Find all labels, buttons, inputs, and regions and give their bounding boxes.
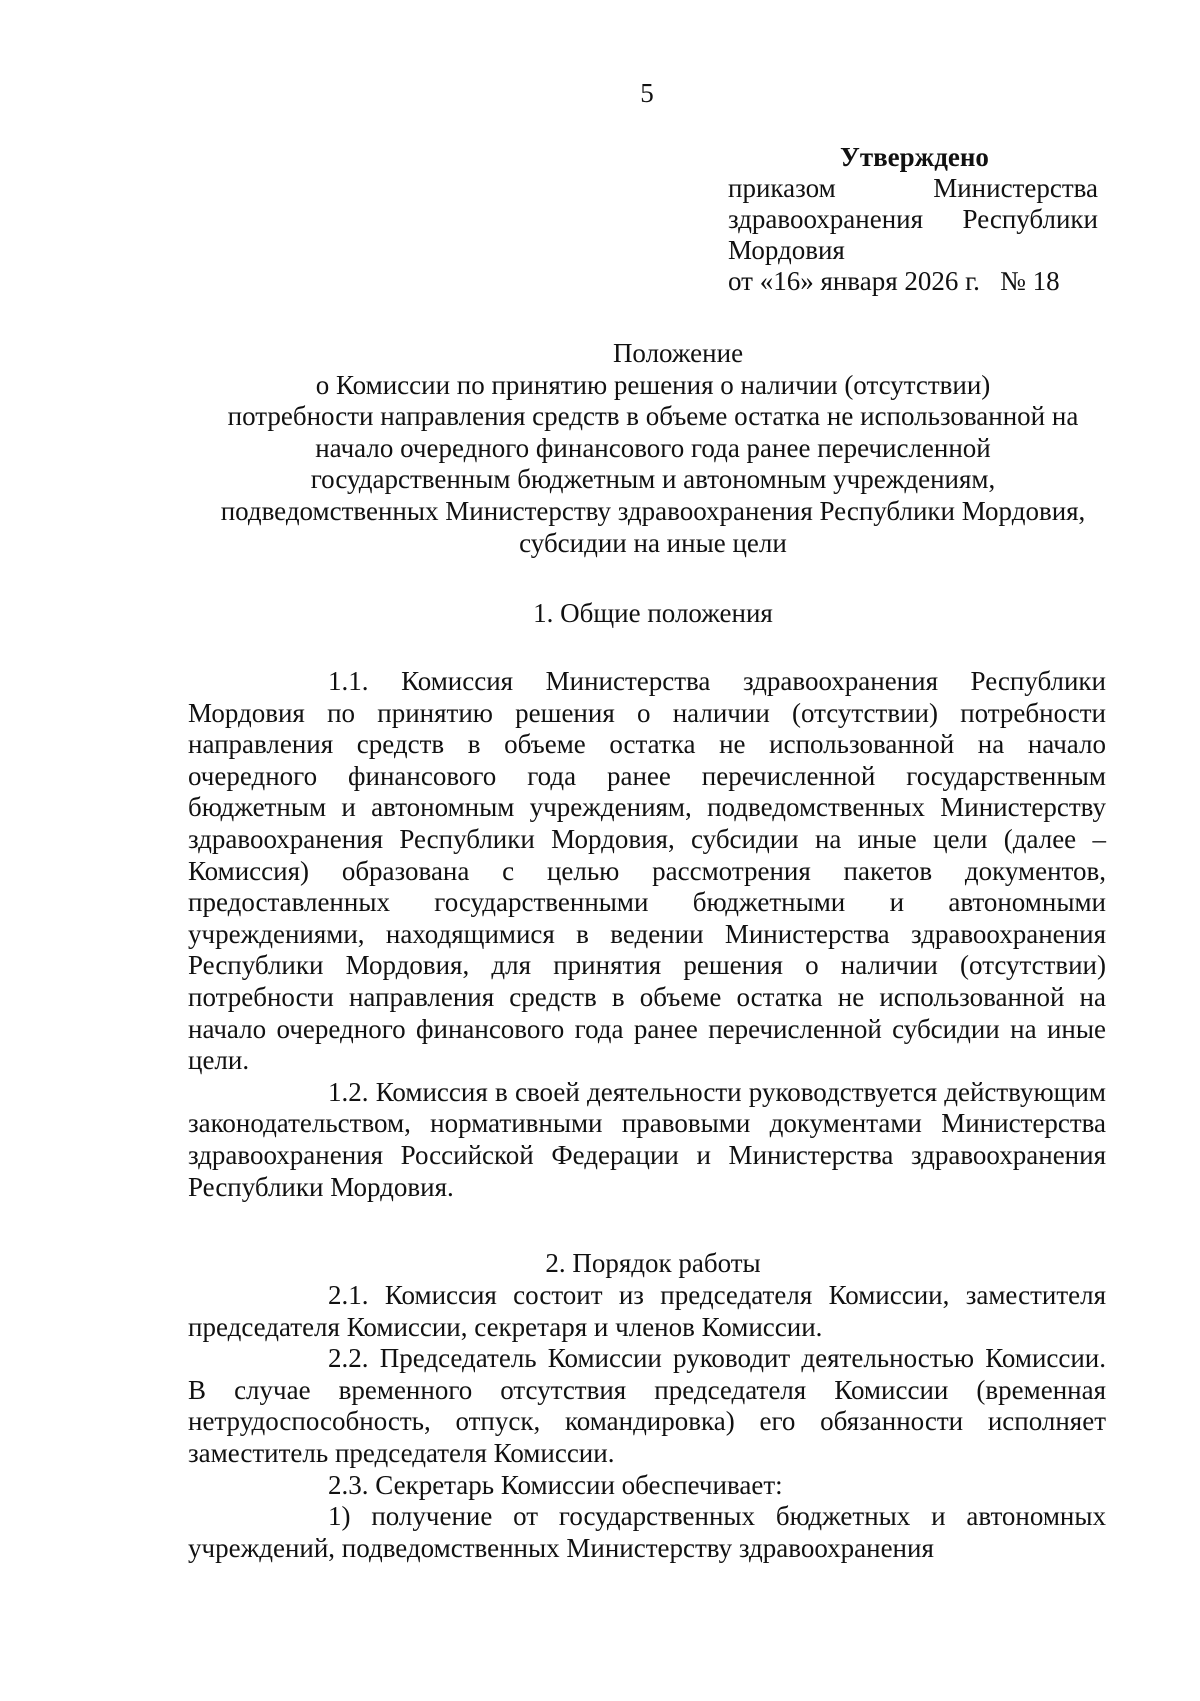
paragraph-number: 2.3. (328, 1469, 369, 1500)
paragraph-text: получение от государственных бюджетных и автономных учреждений, подведомственных Министерству здравоохранения (188, 1501, 1107, 1563)
page-number: 5 (640, 78, 654, 108)
paragraph-number: 1) (328, 1501, 351, 1532)
title-line: подведомственных Министерству здравоохранения Республики Мордовия, (220, 495, 1086, 526)
section-body (188, 1280, 1106, 1564)
paragraph-number: 1.1. (328, 666, 369, 696)
paragraph (188, 1077, 1106, 1203)
paragraph-text: Комиссия Министерства здравоохранения Республики Мордовия по принятию решения о наличии (отсутствии) потребности направления средств в объеме остатка не использованной на начало очередного финансового года ранее перечисленной государственным бюджетным и автономным учреждениям, подведомственных Министерству здравоохранения Республики Мордовия, субсидии на иные цели (далее – Комиссия) образована с целью рассмотрения пакетов документов, предоставленных государственными бюджетными и автономными учреждениями, находящимися в ведении Министерства здравоохранения Республики Мордовия, для принятия решения о наличии (отсутствии) потребности направления средств в объеме остатка не использованной на начало очередного финансового года ранее перечисленной субсидии на иные цели. (188, 666, 1107, 1076)
paragraph-text: Председатель Комиссии руководит деятельностью Комиссии. В случае временного отсутствия председателя Комиссии (временная нетрудоспособность, отпуск, командировка) его обязанности исполняет заместитель председателя Комиссии. (188, 1343, 1107, 1468)
approval-line: здравоохранения Республики (728, 204, 1098, 234)
section-heading: 1. Общие положения (533, 598, 773, 628)
title-line: начало очередного финансового года ранее перечисленной (315, 432, 991, 463)
paragraph-number: 1.2. (328, 1076, 369, 1107)
approval-line: приказом Министерства (728, 173, 1098, 203)
paragraph (188, 1280, 1106, 1343)
approval-heading: Утверждено (840, 142, 989, 172)
document-type: Положение (612, 338, 744, 368)
paragraph-number: 2.1. (328, 1280, 369, 1310)
approval-line: Мордовия (728, 235, 845, 265)
paragraph-text: Комиссия в своей деятельности руководствуется действующим законодательством, нормативными правовыми документами Министерства здравоохранения Российской Федерации и Министерства здравоохранения Республики Мордовия. (188, 1076, 1106, 1202)
approval-stamp (728, 142, 1098, 297)
document-title (188, 338, 1118, 559)
paragraph-number: 2.2. (328, 1343, 369, 1374)
paragraph (188, 666, 1106, 1077)
title-line: о Комиссии по принятию решения о наличии (отсутствии) (315, 369, 991, 400)
paragraph-text: Комиссия состоит из председателя Комиссии, заместителя председателя Комиссии, секретаря и членов Комиссии. (188, 1280, 1106, 1342)
paragraph (188, 1501, 1106, 1564)
paragraph (188, 1343, 1106, 1469)
title-line: потребности направления средств в объеме остатка не использованной на (227, 401, 1079, 432)
approval-date: от «16» января 2026 г. № 18 (728, 266, 1060, 296)
section-body (188, 666, 1106, 1203)
title-line: субсидии на иные цели (519, 527, 787, 558)
title-line: государственным бюджетным и автономным учреждениям, (310, 464, 996, 495)
paragraph (188, 1470, 1106, 1502)
section-heading: 2. Порядок работы (545, 1248, 761, 1278)
paragraph-text: Секретарь Комиссии обеспечивает: (375, 1469, 783, 1500)
